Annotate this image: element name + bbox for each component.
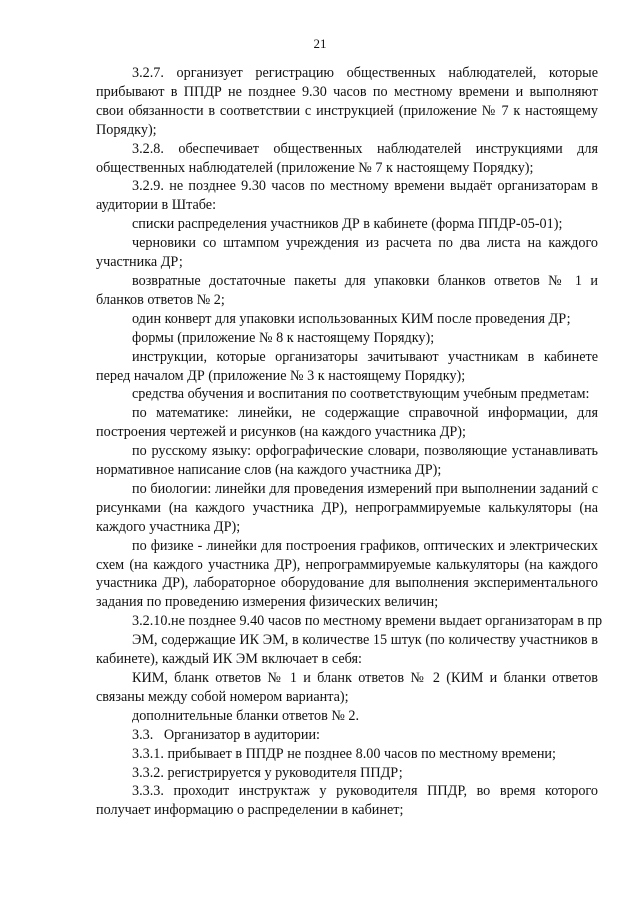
paragraph-3-3-3: 3.3.3. проходит инструктаж у руководителя ППДР, во время которого получает информацию о распределении в кабинет; bbox=[96, 783, 598, 819]
paragraph-3-3-1: 3.3.1. прибывает в ППДР не позднее 8.00 часов по местному времени; bbox=[132, 745, 556, 762]
list-item-mathematics: по математике: линейки, не содержащие справочной информации, для построения чертежей и рисунков (на каждого участника ДР); bbox=[96, 405, 598, 441]
document-body bbox=[96, 64, 603, 820]
list-item-learning-tools: средства обучения и воспитания по соответствующим учебным предметам: bbox=[132, 386, 590, 403]
paragraph-3-3-2: 3.3.2. регистрируется у руководителя ППДР; bbox=[132, 764, 403, 781]
paragraph-3-2-8: 3.2.8. обеспечивает общественных наблюдателей инструкциями для общественных наблюдателей (приложение № 7 к настоящему Порядку); bbox=[96, 140, 598, 176]
paragraph-3-2-10-continued: ЭМ, содержащие ИК ЭМ, в количестве 15 штук (по количеству участников в кабинете), каждый ИК ЭМ включает в себя: bbox=[96, 632, 598, 668]
list-item-russian: по русскому языку: орфографические словари, позволяющие устанавливать нормативное написание слов (на каждого участника ДР); bbox=[96, 443, 598, 479]
paragraph-3-2-10: 3.2.10.не позднее 9.40 часов по местному времени выдает организаторам в пр bbox=[132, 613, 603, 630]
list-item-drafts: черновики со штампом учреждения из расчета по два листа на каждого участника ДР; bbox=[96, 235, 598, 271]
list-item-instructions: инструкции, которые организаторы зачитывают участникам в кабинете перед началом ДР (приложение № 3 к настоящему Порядку); bbox=[96, 348, 598, 384]
list-item-distribution-lists: списки распределения участников ДР в кабинете (форма ППДР-05-01); bbox=[132, 216, 563, 233]
list-item-biology: по биологии: линейки для проведения измерений при выполнении заданий с рисунками (на каждого участника ДР), непрограммируемые калькуляторы (на каждого участника ДР); bbox=[96, 480, 598, 535]
list-item-physics: по физике - линейки для построения графиков, оптических и электрических схем (на каждого участника ДР), непрограммируемые калькуляторы (на каждого участника ДР), лабораторное оборудование для выполнения экспериментального задания по проведению измерения физических величин; bbox=[96, 537, 598, 611]
page-number: 21 bbox=[313, 36, 327, 51]
list-item-forms: формы (приложение № 8 к настоящему Порядку); bbox=[132, 329, 435, 346]
list-item-additional-forms: дополнительные бланки ответов № 2. bbox=[132, 707, 360, 724]
section-3-3-heading: 3.3. Организатор в аудитории: bbox=[132, 726, 321, 743]
paragraph-3-2-9: 3.2.9. не позднее 9.30 часов по местному времени выдаёт организаторам в аудитории в Штабе: bbox=[96, 178, 598, 214]
paragraph-3-2-7: 3.2.7. организует регистрацию общественных наблюдателей, которые прибывают в ППДР не позднее 9.30 часов по местному времени и выполняют свои обязанности в соответствии с инструкцией (приложение № 7 к настоящему Порядку); bbox=[96, 65, 598, 138]
list-item-envelope: один конверт для упаковки использованных КИМ после проведения ДР; bbox=[132, 310, 571, 327]
list-item-kim: КИМ, бланк ответов № 1 и бланк ответов № 2 (КИМ и бланки ответов связаны между собой номером варианта); bbox=[96, 670, 598, 705]
list-item-return-packages: возвратные достаточные пакеты для упаковки бланков ответов № 1 и бланков ответов № 2; bbox=[96, 272, 598, 308]
